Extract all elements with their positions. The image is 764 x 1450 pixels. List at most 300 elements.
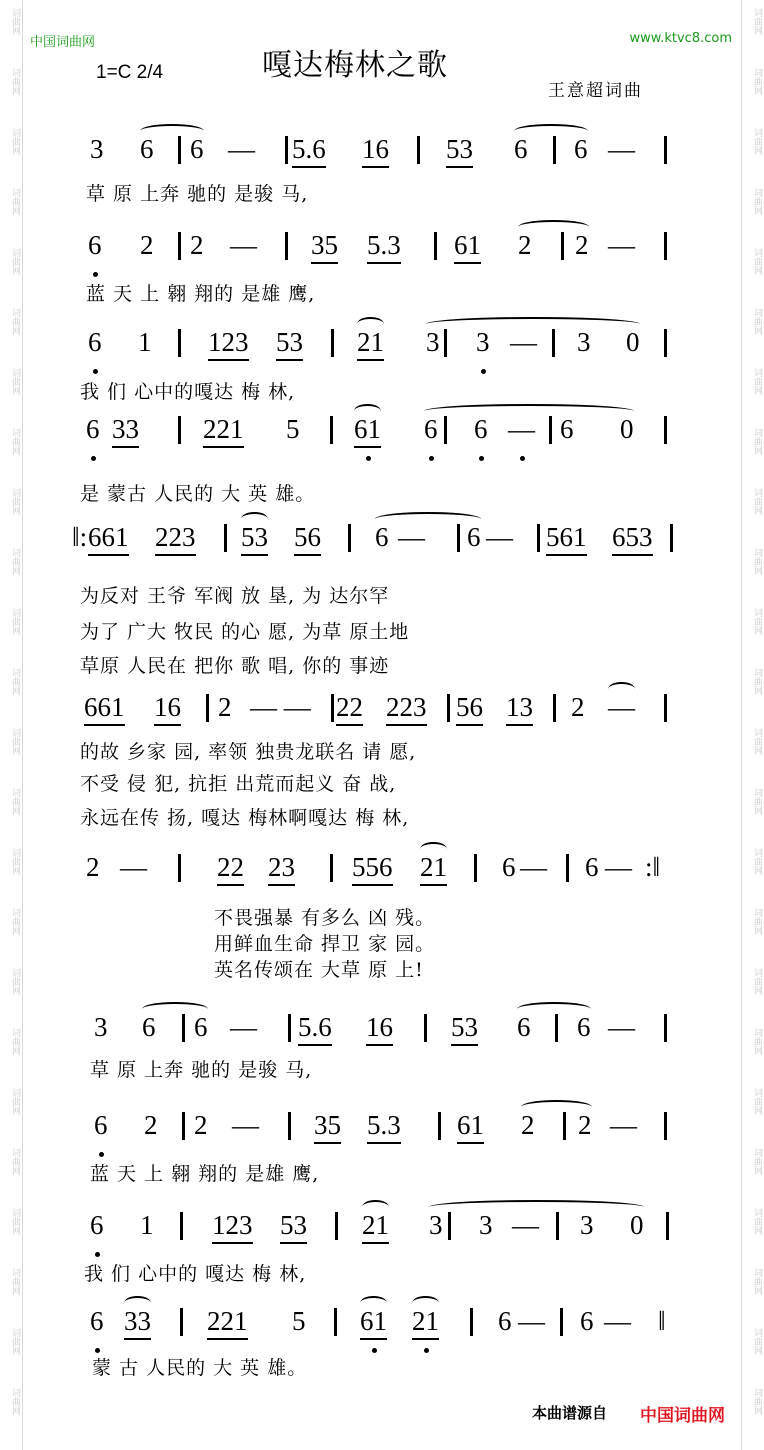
octave-dot [424, 1348, 429, 1353]
rhythm-underline [352, 884, 393, 886]
note-token: 53 [276, 327, 303, 357]
note-token: 6 [90, 1306, 104, 1336]
note-token: 661 [84, 692, 125, 722]
note-token: 35 [311, 230, 338, 260]
watermark-text: 词曲网 [10, 848, 20, 875]
note-token: 2 [194, 1110, 208, 1140]
bar-line [444, 416, 447, 444]
note-token: 3 [90, 134, 104, 164]
note-token: 1 [138, 327, 152, 357]
watermark-text: 词曲网 [752, 8, 762, 35]
rhythm-underline [154, 724, 181, 726]
note-token: 3 [479, 1210, 493, 1240]
watermark-text: 词曲网 [10, 308, 20, 335]
watermark-text: 词曲网 [10, 968, 20, 995]
note-token: 123 [212, 1210, 253, 1240]
rhythm-underline [612, 554, 653, 556]
notation-line [0, 132, 764, 172]
bar-line [444, 329, 447, 357]
slur-arc [424, 404, 634, 418]
bar-line [348, 524, 351, 552]
note-token: 61 [457, 1110, 484, 1140]
note-token: 61 [360, 1306, 387, 1336]
octave-dot [429, 456, 434, 461]
note-token: 2 [144, 1110, 158, 1140]
octave-dot [479, 456, 484, 461]
rhythm-underline [412, 1338, 439, 1340]
lyric-line: 用鲜血生命 捍卫 家 园。 [214, 933, 436, 955]
note-token: — [398, 522, 425, 552]
rhythm-underline [454, 262, 481, 264]
note-token: 13 [506, 692, 533, 722]
note-token: 53 [446, 134, 473, 164]
note-token: — [512, 1210, 539, 1240]
watermark-text: 词曲网 [10, 8, 20, 35]
watermark-text: 词曲网 [752, 728, 762, 755]
bar-line [288, 1112, 291, 1140]
note-token: 56 [294, 522, 321, 552]
note-token: 5.3 [367, 1110, 401, 1140]
rhythm-underline [362, 1242, 389, 1244]
note-token: — [510, 327, 537, 357]
bar-line [438, 1112, 441, 1140]
watermark-text: 词曲网 [752, 608, 762, 635]
note-token: 3 [577, 327, 591, 357]
rhythm-underline [336, 724, 363, 726]
bar-line [552, 329, 555, 357]
song-title: 嘎达梅林之歌 [262, 48, 448, 83]
notation-line [0, 520, 764, 560]
note-token: 661 [88, 522, 129, 552]
rhythm-underline [420, 884, 447, 886]
lyric-line: 草 原 上奔 驰的 是骏 马, [90, 1059, 313, 1081]
rhythm-underline [362, 166, 389, 168]
notation-line [0, 412, 764, 452]
bar-line [180, 1212, 183, 1240]
rhythm-underline [294, 554, 321, 556]
octave-dot [95, 1348, 100, 1353]
note-token: — [120, 852, 147, 882]
note-token: 6 [498, 1306, 512, 1336]
rhythm-underline [112, 446, 139, 448]
note-token: 6 [502, 852, 516, 882]
rhythm-underline [155, 554, 196, 556]
note-token: — — [250, 692, 311, 722]
footer-source-site[interactable]: 中国词曲网 [640, 1406, 725, 1426]
bar-line [553, 694, 556, 722]
note-token: 223 [386, 692, 427, 722]
notation-line [0, 1304, 764, 1344]
lyric-line: 我 们 心中的 嘎达 梅 林, [84, 1263, 307, 1285]
notation-line [0, 1010, 764, 1050]
slur-arc [517, 1002, 591, 1016]
note-token: 6 [142, 1012, 156, 1042]
rhythm-underline [292, 166, 326, 168]
bar-line [553, 136, 556, 164]
octave-dot [366, 456, 371, 461]
note-token: 3 [429, 1210, 443, 1240]
note-token: 3 [476, 327, 490, 357]
note-token: 221 [203, 414, 244, 444]
octave-dot [93, 369, 98, 374]
watermark-text: 词曲网 [752, 368, 762, 395]
slur-arc [518, 220, 589, 234]
bar-line [664, 1014, 667, 1042]
notation-line [0, 690, 764, 730]
note-token: — [230, 230, 257, 260]
note-token: 6 [194, 1012, 208, 1042]
notation-line [0, 228, 764, 268]
watermark-text: 词曲网 [10, 428, 20, 455]
rhythm-underline [208, 359, 249, 361]
watermark-text: 词曲网 [752, 308, 762, 335]
watermark-text: 词曲网 [10, 248, 20, 275]
watermark-text: 词曲网 [10, 368, 20, 395]
watermark-text: 词曲网 [752, 1268, 762, 1295]
lyric-line: 蓝 天 上 翱 翔的 是雄 鹰, [90, 1163, 320, 1185]
octave-dot [481, 369, 486, 374]
slur-arc [357, 317, 384, 331]
watermark-text: 词曲网 [752, 788, 762, 815]
watermark-text: 词曲网 [10, 68, 20, 95]
rhythm-underline [360, 1338, 387, 1340]
rhythm-underline [207, 1338, 248, 1340]
note-token: 22 [217, 852, 244, 882]
bar-line [474, 854, 477, 882]
rhythm-underline [84, 724, 125, 726]
note-token: 6 [467, 522, 481, 552]
bar-line [178, 136, 181, 164]
bar-line [285, 136, 288, 164]
watermark-text: 词曲网 [10, 1208, 20, 1235]
lyric-line: 草 原 上奔 驰的 是骏 马, [86, 183, 309, 205]
watermark-text: 词曲网 [10, 1088, 20, 1115]
bar-line [560, 1308, 563, 1336]
bar-line [178, 416, 181, 444]
composer-credit: 王意超词曲 [548, 81, 643, 101]
notation-line [0, 1108, 764, 1148]
bar-line [331, 694, 334, 722]
watermark-text: 词曲网 [752, 68, 762, 95]
bar-line [670, 524, 673, 552]
note-token: 561 [546, 522, 587, 552]
slur-arc [360, 1296, 387, 1310]
rhythm-underline [217, 884, 244, 886]
watermark-text: 词曲网 [10, 1388, 20, 1415]
watermark-text: 词曲网 [752, 428, 762, 455]
footer-source-label: 本曲谱源自 [532, 1404, 608, 1422]
lyric-line: 不受 侵 犯, 抗拒 出荒而起义 奋 战, [80, 773, 397, 795]
bar-line [178, 329, 181, 357]
rhythm-underline [203, 446, 244, 448]
watermark-text: 词曲网 [752, 128, 762, 155]
watermark-text: 词曲网 [10, 728, 20, 755]
key-signature: 1=C 2/4 [96, 62, 164, 83]
note-token: 23 [268, 852, 295, 882]
note-token: 2 [190, 230, 204, 260]
note-token: — [608, 230, 635, 260]
bar-line [664, 1112, 667, 1140]
note-token: 2 [86, 852, 100, 882]
watermark-text: 词曲网 [10, 908, 20, 935]
watermark-text: 词曲网 [752, 968, 762, 995]
rhythm-underline [357, 359, 384, 361]
rhythm-underline [506, 724, 533, 726]
rhythm-underline [451, 1044, 478, 1046]
rhythm-underline [457, 1142, 484, 1144]
rhythm-underline [546, 554, 587, 556]
note-token: 0 [630, 1210, 644, 1240]
slur-arc [354, 404, 381, 418]
octave-dot [99, 1152, 104, 1157]
lyric-line: 我 们 心中的嘎达 梅 林, [80, 381, 296, 403]
watermark-text: 词曲网 [752, 1148, 762, 1175]
note-token: — [608, 692, 635, 722]
note-token: 56 [456, 692, 483, 722]
note-token: 2 [575, 230, 589, 260]
bar-line [448, 1212, 451, 1240]
watermark-text: 词曲网 [10, 1028, 20, 1055]
note-token: 0 [626, 327, 640, 357]
bar-line [566, 854, 569, 882]
note-token: 2 [571, 692, 585, 722]
rhythm-underline [354, 446, 381, 448]
bar-line [561, 232, 564, 260]
rhythm-underline [276, 359, 303, 361]
bar-line [180, 1308, 183, 1336]
watermark-text: 词曲网 [10, 1148, 20, 1175]
watermark-text: 词曲网 [752, 1388, 762, 1415]
note-token: 6 [574, 134, 588, 164]
note-token: 6 [514, 134, 528, 164]
bar-line [555, 1014, 558, 1042]
bar-line [457, 524, 460, 552]
bar-line [664, 416, 667, 444]
slur-arc [412, 1296, 439, 1310]
slur-arc [420, 842, 447, 856]
octave-dot [93, 272, 98, 277]
rhythm-underline [88, 554, 129, 556]
site-name-left[interactable]: 中国词曲网 [30, 35, 96, 50]
note-token: 2 [521, 1110, 535, 1140]
note-token: — [228, 134, 255, 164]
watermark-text: 词曲网 [752, 1028, 762, 1055]
note-token: — [518, 1306, 545, 1336]
note-token: 16 [154, 692, 181, 722]
slur-arc [521, 1100, 592, 1114]
note-token: 6 [517, 1012, 531, 1042]
note-token: 6 [190, 134, 204, 164]
lyric-line: 的故 乡家 园, 率领 独贵龙联名 请 愿, [80, 741, 417, 763]
note-token: 16 [366, 1012, 393, 1042]
bar-line [664, 232, 667, 260]
rhythm-underline [314, 1142, 341, 1144]
bar-line [330, 854, 333, 882]
bar-line [417, 136, 420, 164]
notation-line [0, 325, 764, 365]
watermark-text: 词曲网 [10, 488, 20, 515]
note-token: 6 [474, 414, 488, 444]
note-token: :‖ [645, 852, 661, 882]
watermark-text: 词曲网 [10, 1268, 20, 1295]
rhythm-underline [212, 1242, 253, 1244]
note-token: 53 [241, 522, 268, 552]
watermark-text: 词曲网 [752, 668, 762, 695]
note-token: 5.6 [292, 134, 326, 164]
note-token: 33 [112, 414, 139, 444]
note-token: 2 [140, 230, 154, 260]
bar-line [285, 232, 288, 260]
note-token: 221 [207, 1306, 248, 1336]
bar-line [549, 416, 552, 444]
bar-line [182, 1112, 185, 1140]
note-token: 5.6 [298, 1012, 332, 1042]
slur-arc [608, 682, 635, 696]
note-token: 556 [352, 852, 393, 882]
slur-arc [362, 1200, 389, 1214]
note-token: 3 [426, 327, 440, 357]
watermark-text: 词曲网 [10, 548, 20, 575]
rhythm-underline [241, 554, 268, 556]
site-url-right[interactable]: www.ktvc8.com [629, 31, 732, 46]
bar-line [664, 136, 667, 164]
lyric-line: 是 蒙古 人民的 大 英 雄。 [80, 483, 316, 505]
bar-line [664, 694, 667, 722]
slur-arc [514, 124, 588, 138]
bar-line [331, 329, 334, 357]
note-token: — [610, 1110, 637, 1140]
note-token: — [605, 852, 632, 882]
note-token: 223 [155, 522, 196, 552]
note-token: — [604, 1306, 631, 1336]
lyric-line: 为反对 王爷 军阀 放 垦, 为 达尔罕 [80, 585, 390, 607]
note-token: 5.3 [367, 230, 401, 260]
octave-dot [95, 1252, 100, 1257]
bar-line [666, 1212, 669, 1240]
slur-arc [426, 317, 640, 331]
rhythm-underline [366, 1044, 393, 1046]
slur-arc [140, 124, 204, 138]
bar-line [447, 694, 450, 722]
slur-arc [375, 512, 481, 526]
rhythm-underline [367, 1142, 401, 1144]
watermark-text: 词曲网 [752, 848, 762, 875]
bar-line [206, 694, 209, 722]
note-token: 2 [218, 692, 232, 722]
rhythm-underline [298, 1044, 332, 1046]
note-token: 6 [375, 522, 389, 552]
note-token: 61 [354, 414, 381, 444]
rhythm-underline [268, 884, 295, 886]
watermark-text: 词曲网 [752, 908, 762, 935]
note-token: — [232, 1110, 259, 1140]
slur-arc [429, 1200, 644, 1214]
watermark-text: 词曲网 [10, 788, 20, 815]
lyric-line: 永远在传 扬, 嘎达 梅林啊嘎达 梅 林, [80, 807, 410, 829]
note-token: 6 [88, 230, 102, 260]
bar-line [470, 1308, 473, 1336]
note-token: 35 [314, 1110, 341, 1140]
watermark-text: 词曲网 [10, 668, 20, 695]
note-token: 6 [585, 852, 599, 882]
bar-line [178, 232, 181, 260]
octave-dot [372, 1348, 377, 1353]
lyric-line: 蓝 天 上 翱 翔的 是雄 鹰, [86, 283, 316, 305]
lyric-line: 蒙 古 人民的 大 英 雄。 [92, 1357, 308, 1379]
note-token: 22 [336, 692, 363, 722]
bar-line [664, 329, 667, 357]
note-token: 6 [86, 414, 100, 444]
bar-line [178, 854, 181, 882]
bar-line [537, 524, 540, 552]
bar-line [563, 1112, 566, 1140]
slur-arc [142, 1002, 208, 1016]
bar-line [330, 416, 333, 444]
rhythm-underline [311, 262, 338, 264]
note-token: ‖: [72, 522, 88, 552]
note-token: 6 [88, 327, 102, 357]
note-token: 2 [578, 1110, 592, 1140]
octave-dot [520, 456, 525, 461]
note-token: 6 [140, 134, 154, 164]
bar-line [334, 1308, 337, 1336]
rhythm-underline [280, 1242, 307, 1244]
note-token: 653 [612, 522, 653, 552]
watermark-text: 词曲网 [10, 128, 20, 155]
rhythm-underline [446, 166, 473, 168]
note-token: 21 [412, 1306, 439, 1336]
rhythm-underline [456, 724, 483, 726]
lyric-line: 草原 人民在 把你 歌 唱, 你的 事迹 [80, 655, 390, 677]
note-token: 6 [90, 1210, 104, 1240]
note-token: 123 [208, 327, 249, 357]
note-token: 21 [420, 852, 447, 882]
note-token: 6 [560, 414, 574, 444]
note-token: 61 [454, 230, 481, 260]
note-token: 3 [580, 1210, 594, 1240]
bar-line [288, 1014, 291, 1042]
rhythm-underline [124, 1338, 151, 1340]
watermark-text: 词曲网 [752, 548, 762, 575]
octave-dot [91, 456, 96, 461]
note-token: 21 [362, 1210, 389, 1240]
watermark-text: 词曲网 [752, 188, 762, 215]
rhythm-underline [386, 724, 427, 726]
note-token: — [608, 134, 635, 164]
watermark-text: 词曲网 [752, 1328, 762, 1355]
note-token: 33 [124, 1306, 151, 1336]
note-token: 0 [620, 414, 634, 444]
slur-arc [241, 512, 268, 526]
notation-line [0, 1208, 764, 1248]
lyric-line: 为了 广大 牧民 的心 愿, 为草 原土地 [80, 621, 410, 643]
note-token: 16 [362, 134, 389, 164]
note-token: 5 [292, 1306, 306, 1336]
bar-line [434, 232, 437, 260]
note-token: — [486, 522, 513, 552]
watermark-text: 词曲网 [752, 488, 762, 515]
rhythm-underline [367, 262, 401, 264]
note-token: 21 [357, 327, 384, 357]
bar-line [335, 1212, 338, 1240]
notation-line [0, 850, 764, 890]
watermark-text: 词曲网 [10, 1328, 20, 1355]
note-token: — [520, 852, 547, 882]
note-token: 53 [451, 1012, 478, 1042]
bar-line [556, 1212, 559, 1240]
note-token: 2 [518, 230, 532, 260]
watermark-text: 词曲网 [10, 608, 20, 635]
